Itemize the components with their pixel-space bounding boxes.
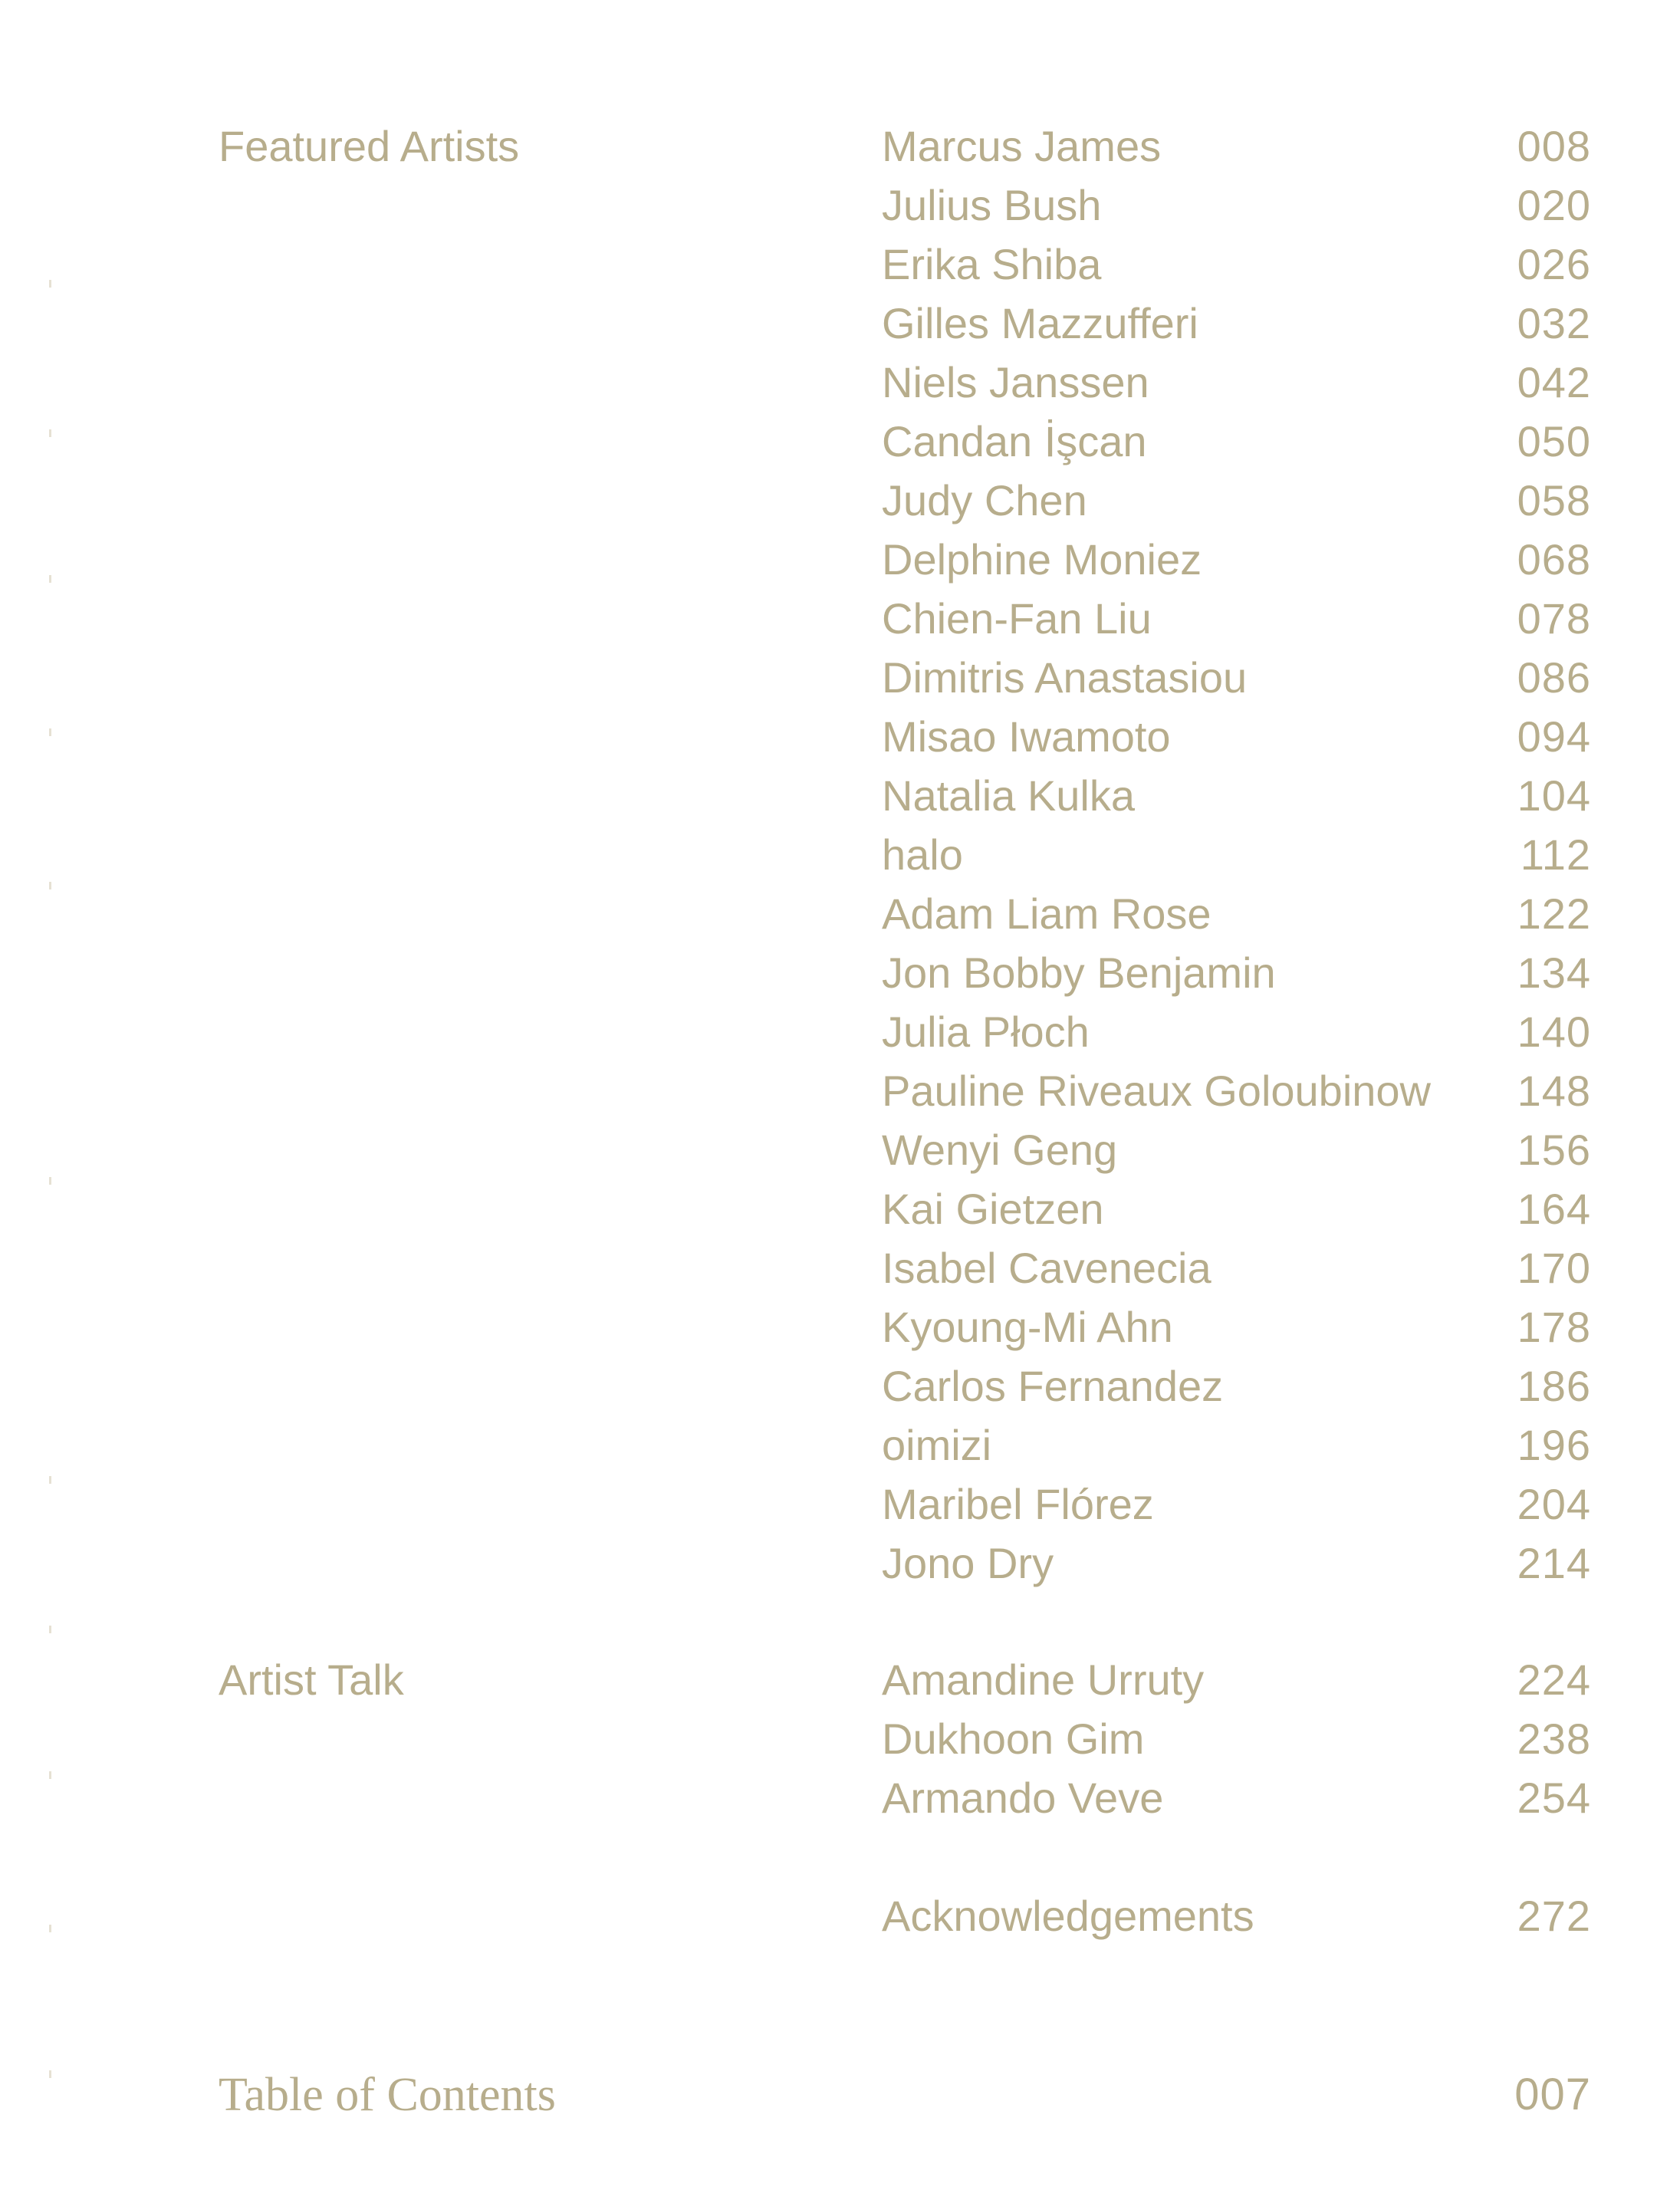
toc-entry[interactable]	[882, 353, 1591, 412]
artist-name: Maribel Flórez	[882, 1480, 1154, 1528]
artist-name: Jono Dry	[882, 1539, 1054, 1587]
page-number: 068	[1517, 535, 1591, 584]
page-number: 094	[1517, 712, 1591, 761]
section-title: Featured Artists	[219, 122, 520, 170]
artist-name: Kyoung-Mi Ahn	[882, 1303, 1173, 1351]
page-number: 148	[1517, 1067, 1591, 1115]
toc-entry[interactable]	[882, 294, 1591, 353]
page-number: 224	[1517, 1656, 1591, 1704]
toc-entry[interactable]	[882, 1650, 1591, 1709]
artist-name: Erika Shiba	[882, 240, 1102, 288]
toc-entry[interactable]	[882, 1356, 1591, 1416]
artist-name: halo	[882, 830, 963, 879]
toc-entry[interactable]	[882, 1886, 1591, 1945]
artist-name: Delphine Moniez	[882, 535, 1202, 584]
binding-edge-marks	[49, 0, 54, 2203]
page-number: 042	[1517, 358, 1591, 406]
artist-name: Natalia Kulka	[882, 771, 1135, 820]
toc-entry[interactable]	[882, 884, 1591, 943]
artist-name: Pauline Riveaux Goloubinow	[882, 1067, 1431, 1115]
artist-name: Misao Iwamoto	[882, 712, 1171, 761]
toc-entry[interactable]	[882, 1297, 1591, 1356]
artist-name: Kai Gietzen	[882, 1185, 1104, 1233]
artist-name: Chien-Fan Liu	[882, 594, 1152, 643]
artist-name: Judy Chen	[882, 476, 1087, 524]
entry-list	[882, 1886, 1591, 1945]
page-number: 196	[1517, 1421, 1591, 1469]
artist-name: Julius Bush	[882, 181, 1102, 229]
artist-name: Candan İşcan	[882, 417, 1147, 465]
page-number: 008	[1517, 122, 1591, 170]
artist-name: Marcus James	[882, 122, 1162, 170]
page-number: 272	[1517, 1892, 1591, 1940]
page-number: 156	[1517, 1126, 1591, 1174]
entry-list	[882, 1650, 1591, 1827]
page-number: 204	[1517, 1480, 1591, 1528]
toc-entry[interactable]	[882, 825, 1591, 884]
toc-entry[interactable]	[882, 471, 1591, 530]
page-number: 170	[1517, 1244, 1591, 1292]
artist-name: oimizi	[882, 1421, 992, 1469]
running-title: Table of Contents	[219, 2069, 556, 2121]
page-number: 086	[1517, 653, 1591, 702]
page-number: 254	[1517, 1774, 1591, 1822]
page-number: 058	[1517, 476, 1591, 524]
toc-entry[interactable]	[882, 1416, 1591, 1475]
page-number: 050	[1517, 417, 1591, 465]
toc-entry[interactable]	[882, 707, 1591, 766]
artist-name: Niels Janssen	[882, 358, 1149, 406]
toc-entry[interactable]	[882, 1534, 1591, 1593]
page-number: 078	[1517, 594, 1591, 643]
toc-entry[interactable]	[882, 530, 1591, 589]
folio-page-number: 007	[1514, 2070, 1591, 2119]
artist-name: Dukhoon Gim	[882, 1715, 1145, 1763]
toc-entry[interactable]	[882, 589, 1591, 648]
toc-entry[interactable]	[882, 1120, 1591, 1179]
toc-entry[interactable]	[882, 1238, 1591, 1297]
page-footer	[0, 2063, 1680, 2132]
toc-entry[interactable]	[882, 235, 1591, 294]
page-number: 112	[1520, 830, 1591, 879]
artist-name: Carlos Fernandez	[882, 1362, 1224, 1410]
toc-entry[interactable]	[882, 1709, 1591, 1768]
toc-entry[interactable]	[882, 766, 1591, 825]
page-number: 026	[1517, 240, 1591, 288]
page-number: 178	[1517, 1303, 1591, 1351]
artist-name: Armando Veve	[882, 1774, 1164, 1822]
page-number: 020	[1517, 181, 1591, 229]
toc-entry[interactable]	[882, 1179, 1591, 1238]
page-number: 214	[1517, 1539, 1591, 1587]
toc-entry[interactable]	[882, 1002, 1591, 1061]
toc-entry[interactable]	[882, 648, 1591, 707]
artist-name: Julia Płoch	[882, 1008, 1090, 1056]
artist-name: Jon Bobby Benjamin	[882, 949, 1276, 997]
artist-name: Wenyi Geng	[882, 1126, 1118, 1174]
page-number: 122	[1517, 889, 1591, 938]
artist-name: Dimitris Anastasiou	[882, 653, 1248, 702]
toc-entry[interactable]	[882, 943, 1591, 1002]
entry-name: Acknowledgements	[882, 1892, 1254, 1940]
toc-entry[interactable]	[882, 1475, 1591, 1534]
toc-entry[interactable]	[882, 1061, 1591, 1120]
page-number: 186	[1517, 1362, 1591, 1410]
toc-entry[interactable]	[882, 176, 1591, 235]
toc-entry[interactable]	[882, 117, 1591, 176]
page-number: 238	[1517, 1715, 1591, 1763]
section-title: Artist Talk	[219, 1656, 404, 1704]
page-number: 032	[1517, 299, 1591, 347]
toc-entry[interactable]	[882, 1768, 1591, 1827]
page-number: 164	[1517, 1185, 1591, 1233]
toc-entry[interactable]	[882, 412, 1591, 471]
page-number: 140	[1517, 1008, 1591, 1056]
artist-name: Gilles Mazzufferi	[882, 299, 1198, 347]
page-number: 104	[1517, 771, 1591, 820]
entry-list	[882, 117, 1591, 1593]
artist-name: Isabel Cavenecia	[882, 1244, 1212, 1292]
artist-name: Amandine Urruty	[882, 1656, 1205, 1704]
artist-name: Adam Liam Rose	[882, 889, 1212, 938]
page-number: 134	[1517, 949, 1591, 997]
